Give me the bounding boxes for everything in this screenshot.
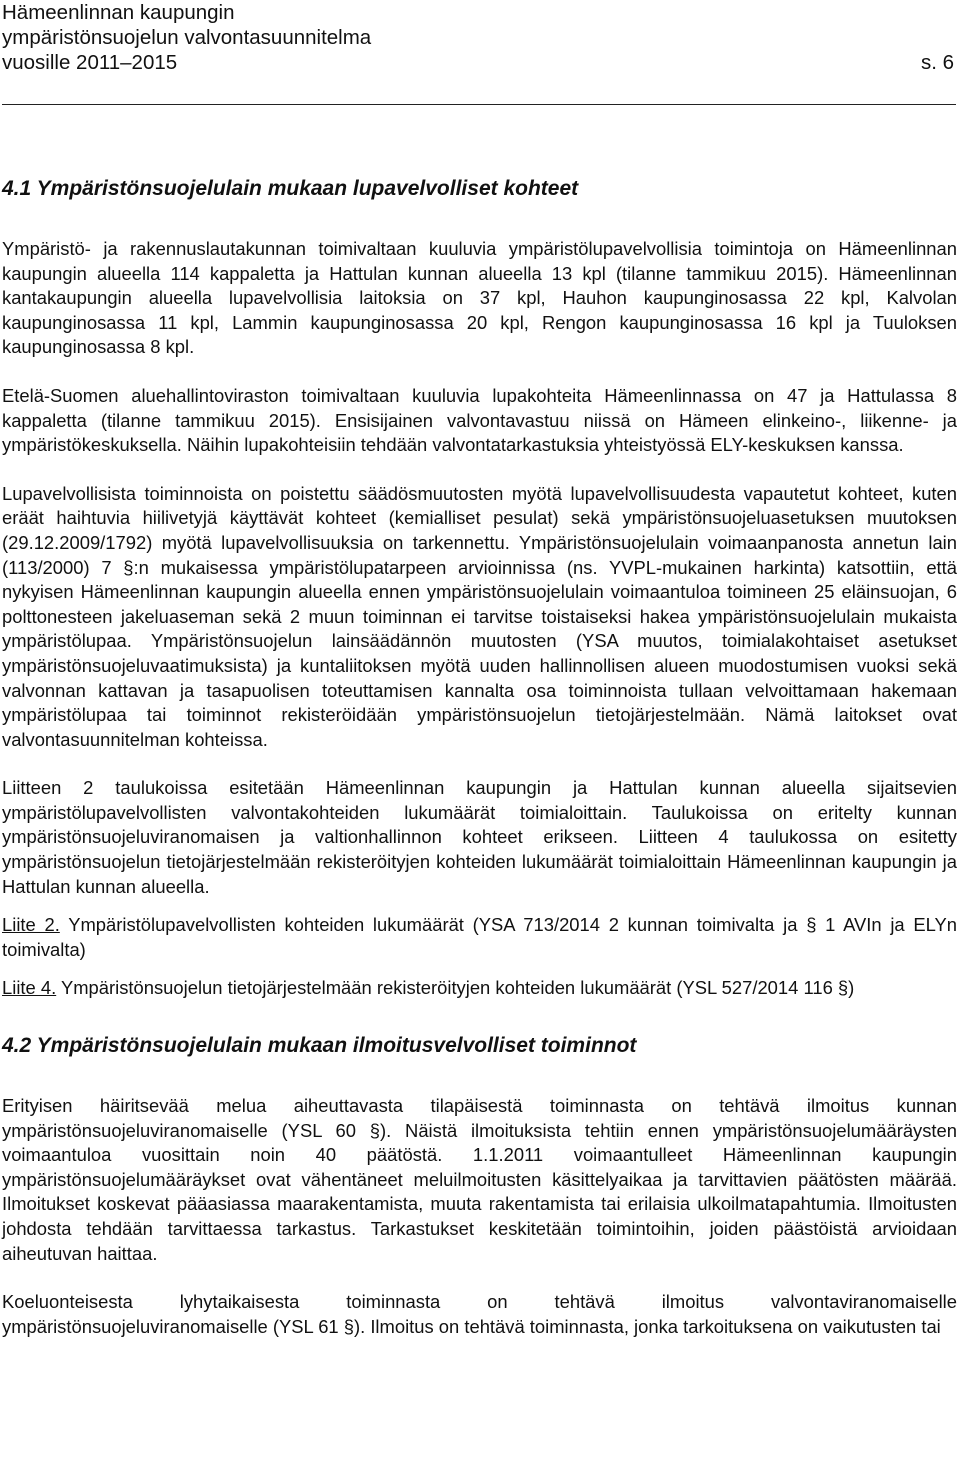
appendix-2-text: Ympäristölupavelvollisten kohteiden lukumäärät (YSA 713/2014 2 kunnan toimivalta ja § 1 AVIn ja ELYn toimivalta) [2,914,957,960]
page-number: s. 6 [920,51,954,74]
section-heading-4-1: 4.1 Ympäristönsuojelulain mukaan lupavelvolliset kohteet [2,177,579,200]
paragraph-4-1-4: Liitteen 2 taulukoissa esitetään Hämeenlinnan kaupungin ja Hattulan kunnan alueella sijaitsevien ympäristölupavelvollisten valvontakohteiden lukumäärät toimialoittain. Taulukoissa on eritelty kunnan ympäristönsuojeluviranomaisen ja valtionhallinnon kohteet erikseen. Liitteen 4 taulukossa on esitetty ympäristönsuojelun tietojärjestelmään rekisteröityjen kohteiden lukumäärät toimialoittain Hämeenlinnan kaupungin ja Hattulan kunnan alueella. [2,777,957,897]
paragraph-4-2-1: Erityisen häiritsevää melua aiheuttavasta tilapäisestä toiminnasta on tehtävä ilmoitus kunnan ympäristönsuojeluviranomaiselle (YSL 60 §). Näistä ilmoituksista tehtiin ennen ympäristönsuojelumääräysten voimaantuloa vuosittain noin 40 päätöstä. 1.1.2011 voimaantulleet Hämeenlinnan kaupungin ympäristönsuojelumääräykset ovat vähentäneet meluilmoitusten käsittelyaikaa ja tarvittavien päätösten määrää. Ilmoitukset koskevat pääasiassa maarakentamista, muuta rakentamista tai erilaisia ulkoilmatapahtumia. Ilmoitusten johdosta tehdään tarvittaessa tarkastus. Tarkastukset keskitetään toimintoihin, joiden päästöistä arvioidaan aiheutuvan haittaa. [2,1095,957,1264]
appendix-reference-4 [2,976,957,1001]
paragraph-4-1-3: Lupavelvollisista toiminnoista on poistettu säädösmuutosten myötä lupavelvollisuudesta vapautetut kohteet, kuten eräät haihtuvia hiilivetyjä käyttävät kohteet (kemialliset pesulat) sekä ympäristönsuojeluasetuksen muutoksen (29.12.2009/1792) myötä lupavelvollisuuksia on tarkennettu. Ympäristönsuojelulain voimaanpanosta annetun lain (113/2000) 7 §:n mukaisessa ympäristölupatarpeen arvioinnissa (ns. YVPL-mukainen harkinta) katsottiin, että nykyisen Hämeenlinnan kaupungin alueella ennen ympäristönsuojelulain voimaantuloa toimineen 25 eläinsuojan, 6 polttonesteen jakeluaseman sekä 2 muun toiminnan ei tarvitse toistaiseksi hakea ympäristönsuojelulain mukaista ympäristölupaa. Ympäristönsuojelun lainsäädännön muutosten (YSA muutos, toimialakohtaiset asetukset ympäristönsuojeluvaatimuksista) ja kuntaliitoksen myötä uuden hallinnollisen alueen muodostumisen vuoksi sekä valvonnan kattavan ja tasapuolisen toteuttamisen kannalta osa toiminnoista tullaan velvoittamaan hakemaan ympäristölupaa tai toiminnot rekisteröidään ympäristönsuojelun tietojärjestelmään. Nämä laitokset ovat valvontasuunnitelman kohteissa. [2,482,957,750]
document-body [2,176,957,1339]
paragraph-4-1-1: Ympäristö- ja rakennuslautakunnan toimivaltaan kuuluvia ympäristölupavelvollisia toimintoja on Hämeenlinnan kaupungin alueella 114 kappaletta ja Hattulan kunnan alueella 13 kpl (tilanne tammikuu 2015). Hämeenlinnan kantakaupungin alueella lupavelvollisia laitoksia on 37 kpl, Hauhon kaupunginosassa 22 kpl, Kalvolan kaupunginosassa 11 kpl, Lammin kaupunginosassa 20 kpl, Rengon kaupunginosassa 16 kpl ja Tuuloksen kaupunginosassa 8 kpl. [2,238,957,358]
paragraph-4-1-2: Etelä-Suomen aluehallintoviraston toimivaltaan kuuluvia lupakohteita Hämeenlinnassa on 47 ja Hattulassa 8 kappaletta (tilanne tammikuu 2015). Ensisijainen valvontavastuu niissä on Hämeen elinkeino-, liikenne- ja ympäristökeskuksella. Näihin lupakohteisiin tehdään valvontatarkastuksia yhteistyössä ELY-keskuksen kanssa. [2,384,957,456]
paragraph-4-2-2: Koeluonteisesta lyhytaikaisesta toiminnasta on tehtävä ilmoitus valvontaviranomaiselle ympäristönsuojeluviranomaiselle (YSL 61 §). Ilmoitus on tehtävä toiminnasta, jonka tarkoituksena on vaikutusten tai [2,1291,957,1337]
appendix-reference-2 [2,913,957,962]
header-title-line-2: ympäristönsuojelun valvontasuunnitelma [2,26,372,49]
header-title-line-3: vuosille 2011–2015 [2,51,178,74]
page-header [2,0,956,75]
header-divider [2,104,956,105]
section-heading-4-2: 4.2 Ympäristönsuojelulain mukaan ilmoitusvelvolliset toiminnot [2,1034,637,1058]
appendix-4-text: Ympäristönsuojelun tietojärjestelmään rekisteröityjen kohteiden lukumäärät (YSL 527/2014 116 §) [56,977,855,999]
appendix-2-label: Liite 2. [2,914,60,936]
header-title-line-1: Hämeenlinnan kaupungin [2,1,235,24]
appendix-4-label: Liite 4. [2,977,57,999]
